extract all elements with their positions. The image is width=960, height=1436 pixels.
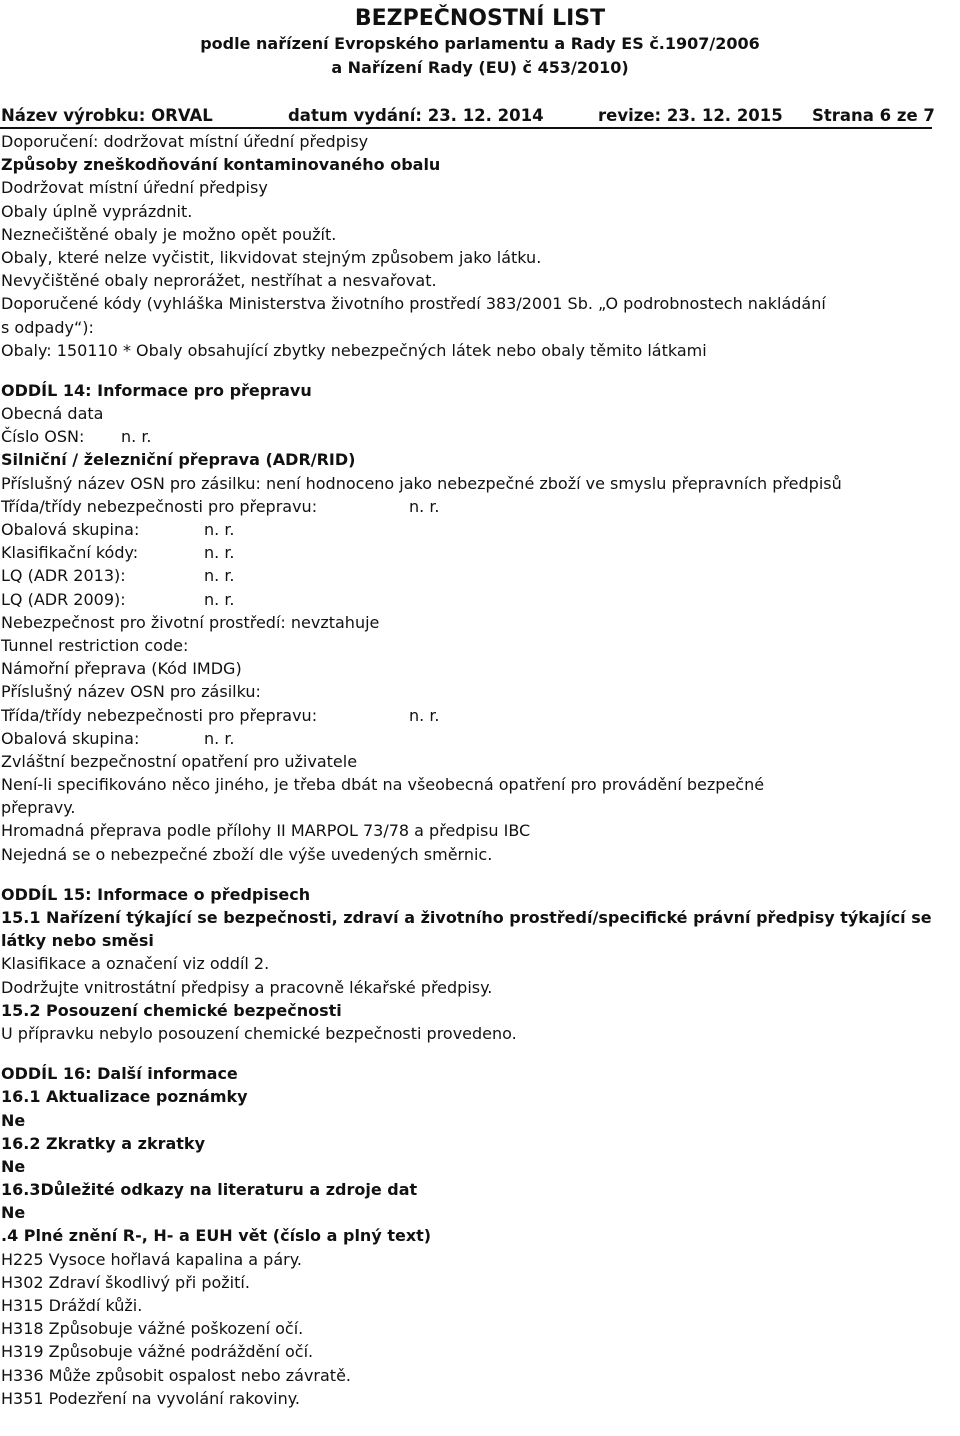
text-line: Námořní přeprava (Kód IMDG) <box>1 659 242 679</box>
text-line: Doporučení: dodržovat místní úřední předpisy <box>1 132 369 151</box>
sea-packing-group-row <box>0 727 960 750</box>
subheading: .4 Plné znění R-, H- a EUH vět (číslo a plný text) <box>1 1226 432 1246</box>
classification-codes-row <box>0 541 960 564</box>
field-label: Číslo OSN: <box>1 427 85 447</box>
subheading: 16.1 Aktualizace poznámky <box>1 1087 248 1107</box>
text-line: Nevyčištěné obaly neprorážet, nestříhat a nesvařovat. <box>1 271 437 291</box>
text-line: Klasifikace a označení viz oddíl 2. <box>1 954 270 974</box>
field-value: n. r. <box>409 496 440 516</box>
un-number-row <box>0 425 960 448</box>
subheading: 16.3Důležité odkazy na literaturu a zdroje dat <box>1 1180 418 1200</box>
field-label: Obalová skupina: <box>1 728 140 748</box>
packing-group-row <box>0 518 960 541</box>
text-line: Neznečištěné obaly je možno opět použít. <box>1 224 337 244</box>
sea-class-row <box>0 704 960 727</box>
header-underline <box>0 127 932 129</box>
text-line: Obaly úplně vyprázdnit. <box>1 201 193 221</box>
text-line: s odpady“): <box>1 317 94 337</box>
text-line: přepravy. <box>1 798 76 818</box>
text-line: U přípravku nebylo posouzení chemické bezpečnosti provedeno. <box>1 1023 517 1043</box>
text-line: Ne <box>1 1110 26 1130</box>
text-line: Obaly: 150110 * Obaly obsahující zbytky nebezpečných látek nebo obaly těmito látkami <box>1 340 707 360</box>
hazard-statement: H336 Může způsobit ospalost nebo závratě. <box>1 1365 351 1385</box>
regulation-line-2: a Nařízení Rady (EU) č 453/2010) <box>331 58 629 77</box>
field-value: n. r. <box>409 705 440 725</box>
text-line: Příslušný název OSN pro zásilku: <box>1 682 261 702</box>
text-line: Ne <box>1 1156 26 1176</box>
text-line: Dodržujte vnitrostátní předpisy a pracovně lékařské předpisy. <box>1 977 493 997</box>
text-line: Tunnel restriction code: <box>1 635 189 655</box>
text-line: Hromadná přeprava podle přílohy II MARPOL 73/78 a předpisu IBC <box>1 821 531 841</box>
subheading: 15.2 Posouzení chemické bezpečnosti <box>1 1000 342 1020</box>
section-14-heading: ODDÍL 14: Informace pro přepravu <box>1 380 312 400</box>
field-value: n. r. <box>204 543 235 563</box>
field-value: n. r. <box>204 728 235 748</box>
hazard-statement: H302 Zdraví škodlivý při požití. <box>1 1272 250 1292</box>
issue-date: datum vydání: 23. 12. 2014 <box>288 106 544 125</box>
regulation-line-1: podle nařízení Evropského parlamentu a Rady ES č.1907/2006 <box>200 34 760 53</box>
field-value: n. r. <box>204 589 235 609</box>
hazard-statement: H315 Dráždí kůži. <box>1 1296 143 1315</box>
text-line: Nebezpečnost pro životní prostředí: nevztahuje <box>1 612 380 632</box>
field-label: Třída/třídy nebezpečnosti pro přepravu: <box>1 705 318 725</box>
field-value: n. r. <box>121 427 152 447</box>
field-label: Třída/třídy nebezpečnosti pro přepravu: <box>1 496 318 516</box>
document-body <box>0 130 960 1410</box>
field-label: Klasifikační kódy: <box>1 543 139 563</box>
document-title: BEZPEČNOSTNÍ LIST <box>354 6 606 31</box>
page-number: Strana 6 ze 7 <box>812 106 935 125</box>
hazard-statement: H318 Způsobuje vážné poškození očí. <box>1 1319 304 1339</box>
lq-2009-row <box>0 588 960 611</box>
text-line: Nejedná se o nebezpečné zboží dle výše uvedených směrnic. <box>1 844 493 864</box>
revision-date: revize: 23. 12. 2015 <box>598 106 783 125</box>
subheading: 16.2 Zkratky a zkratky <box>1 1133 205 1153</box>
text-line: Není-li specifikováno něco jiného, je třeba dbát na všeobecná opatření pro provádění bezpečné <box>1 775 765 795</box>
lq-2013-row <box>0 564 960 587</box>
hazard-statement: H351 Podezření na vyvolání rakoviny. <box>1 1388 301 1408</box>
subheading: Způsoby zneškodňování kontaminovaného obalu <box>1 155 441 175</box>
section-15-heading: ODDÍL 15: Informace o předpisech <box>1 884 311 904</box>
text-line: Ne <box>1 1203 26 1223</box>
product-name: Název výrobku: ORVAL <box>1 106 213 125</box>
class-row <box>0 495 960 518</box>
subheading: 15.1 Nařízení týkající se bezpečnosti, zdraví a životního prostředí/specifické právní předpisy týkající se <box>1 908 932 927</box>
hazard-statement: H225 Vysoce hořlavá kapalina a páry. <box>1 1249 302 1269</box>
field-label: LQ (ADR 2013): <box>1 566 126 586</box>
text-line: Dodržovat místní úřední předpisy <box>1 178 268 198</box>
field-value: n. r. <box>204 566 235 586</box>
text-line: Obaly, které nelze vyčistit, likvidovat stejným způsobem jako látku. <box>1 247 542 267</box>
section-16-heading: ODDÍL 16: Další informace <box>1 1064 238 1084</box>
info-bar <box>0 104 935 130</box>
text-line: Doporučené kódy (vyhláška Ministerstva životního prostředí 383/2001 Sb. „O podrobnostech nakládání <box>1 294 826 314</box>
hazard-statement: H319 Způsobuje vážné podráždění očí. <box>1 1342 314 1362</box>
document-header <box>0 0 960 80</box>
text-line: Zvláštní bezpečnostní opatření pro uživatele <box>1 751 358 771</box>
field-value: n. r. <box>204 520 235 539</box>
text-line: Příslušný název OSN pro zásilku: není hodnoceno jako nebezpečné zboží ve smyslu přepravních předpisů <box>1 473 842 493</box>
field-label: LQ (ADR 2009): <box>1 589 126 609</box>
field-label: Obalová skupina: <box>1 520 140 539</box>
text-line: Obecná data <box>1 404 104 424</box>
subheading: látky nebo směsi <box>1 931 154 951</box>
subheading: Silniční / železniční přeprava (ADR/RID) <box>1 450 356 470</box>
